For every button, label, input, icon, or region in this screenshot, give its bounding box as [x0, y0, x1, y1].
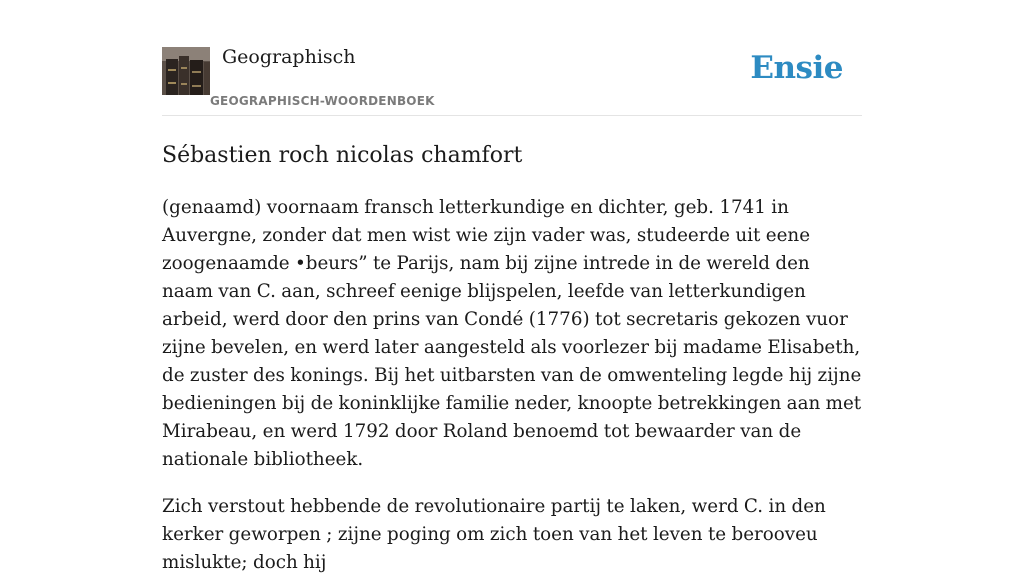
source-avatar[interactable] — [162, 47, 210, 95]
page-title: Sébastien roch nicolas chamfort — [162, 143, 523, 168]
source-title-link[interactable]: Geographisch — [222, 46, 356, 68]
source-slug: GEOGRAPHISCH-WOORDENBOEK — [210, 94, 435, 108]
page — [162, 0, 862, 577]
article-content — [162, 194, 862, 577]
header — [162, 0, 862, 116]
paragraph: Zich verstout hebbende de revolutionaire partij te laken, werd C. in den kerker geworpen ; zijne poging om zich toen van het leven te berooveu mislukte; doch hij — [162, 496, 826, 573]
paragraph: (genaamd) voornaam fransch letterkundige en dichter, geb. 1741 in Auvergne, zonder dat men wist wie zijn vader was, studeerde uit eene zoogenaamde •beurs” te Parijs, nam bij zijne intrede in de wereld den naam van C. aan, schreef eenige blijspelen, leefde van letterkundigen arbeid, werd door den prins van Condé (1776) tot secretaris gekozen vuor zijne bevelen, en werd later aangesteld als voorlezer bij madame Elisabeth, de zuster des konings. Bij het uitbarsten van de omwenteling legde hij zijne bedieningen bij de koninklijke familie neder, knoopte betrekkingen aan met Mirabeau, en werd 1792 door Roland benoemd tot bewaarder van de nationale bibliotheek. — [162, 197, 862, 470]
ensie-logo[interactable]: Ensie — [750, 50, 843, 86]
books-icon — [162, 47, 210, 95]
